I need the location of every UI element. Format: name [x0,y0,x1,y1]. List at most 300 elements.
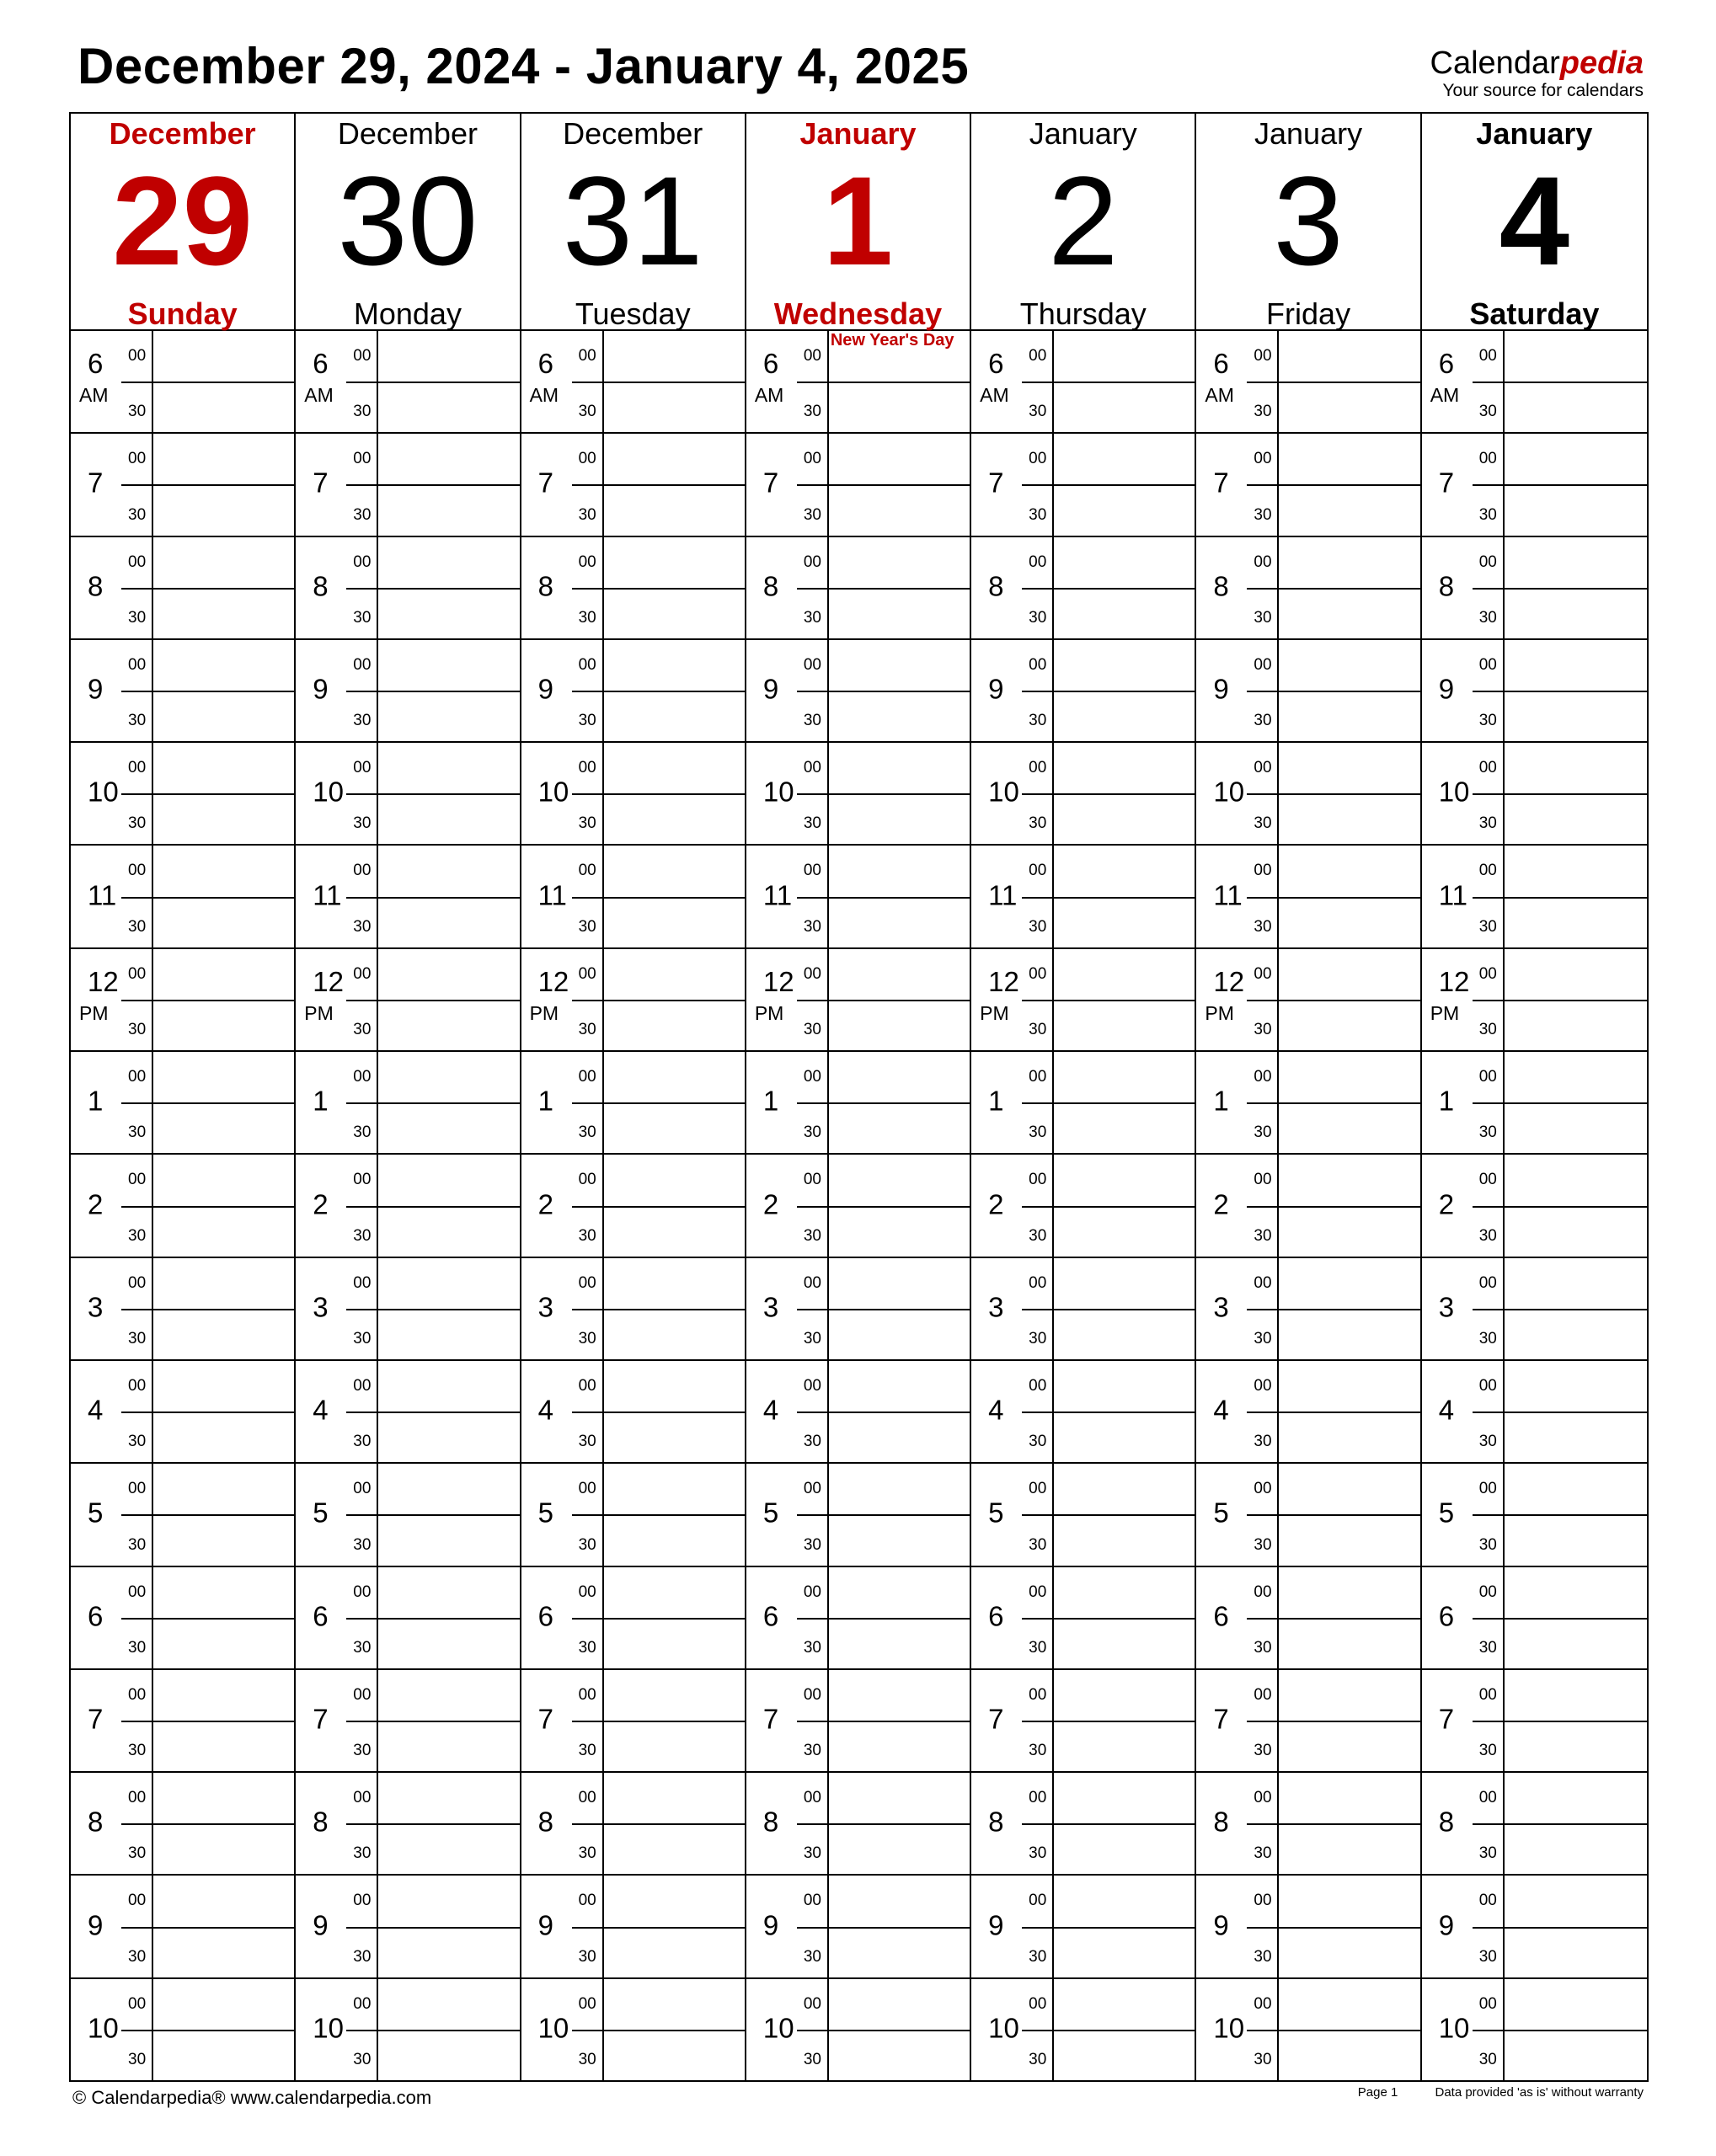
hour-slot[interactable] [521,846,745,948]
minute-label-00: 00 [353,964,372,983]
hour-slot[interactable] [296,1670,519,1773]
hour-slot[interactable] [71,1155,294,1257]
hour-slot[interactable] [971,1155,1195,1257]
minute-label-30: 30 [1254,403,1272,421]
hour-slot[interactable] [521,1464,745,1566]
hour-label: 8 [988,1806,1004,1838]
hour-slot[interactable] [521,434,745,536]
hour-label: 9 [537,673,553,705]
day-number: 3 [1273,150,1344,291]
hour-slot[interactable] [1196,640,1419,743]
hour-slot[interactable] [521,1773,745,1876]
minute-label-30: 30 [1478,1844,1497,1863]
minute-label-00: 00 [353,1582,372,1601]
hour-slot[interactable] [296,434,519,536]
hour-slot[interactable] [971,537,1195,640]
half-hour-divider [572,1823,745,1825]
hour-slot[interactable] [521,1979,745,2080]
minute-label-00: 00 [353,655,372,674]
hour-label: 10 [1438,2012,1470,2044]
minute-label-30: 30 [578,1329,596,1348]
hour-slot[interactable] [971,1052,1195,1155]
hour-slot[interactable] [746,1773,970,1876]
minute-label-00: 00 [1254,1892,1272,1910]
hour-slot[interactable] [746,1979,970,2080]
half-hour-divider [1473,691,1647,692]
hour-slot[interactable] [1422,1155,1647,1257]
minute-label-30: 30 [353,608,372,627]
day-column [296,114,521,2080]
hour-slot[interactable] [971,1670,1195,1773]
hour-slot[interactable] [746,846,970,948]
hour-label: 5 [88,1497,104,1529]
time-column-divider [602,640,604,741]
minute-label-00: 00 [128,1480,147,1498]
minute-label-30: 30 [578,1123,596,1142]
hour-slot[interactable] [71,1258,294,1361]
minute-label-00: 00 [1478,1171,1497,1189]
minute-label-30: 30 [1478,917,1497,936]
hour-slot[interactable] [296,1773,519,1876]
time-column-divider [377,331,378,432]
ampm-label: AM [79,384,109,406]
hour-slot[interactable] [1422,1567,1647,1670]
minute-label-30: 30 [803,608,821,627]
minute-label-30: 30 [578,608,596,627]
hour-slot[interactable] [746,331,970,434]
minute-label-30: 30 [353,1226,372,1245]
time-column-divider [1052,1464,1054,1565]
half-hour-divider [121,897,294,899]
minute-label-00: 00 [578,655,596,674]
time-column-divider [377,1155,378,1256]
hour-slot[interactable] [971,640,1195,743]
day-month: December [337,116,478,151]
minute-label-00: 00 [1029,1892,1047,1910]
ampm-label: PM [754,1001,784,1024]
time-column-divider [1503,1052,1505,1153]
time-column-divider [1052,949,1054,1050]
time-column-divider [602,1567,604,1668]
time-slots [746,331,970,2080]
minute-label-00: 00 [803,1273,821,1292]
time-column-divider [1052,1052,1054,1153]
half-hour-divider [797,1102,970,1104]
half-hour-divider [346,1102,519,1104]
minute-label-30: 30 [1254,1433,1272,1451]
time-column-divider [1052,331,1054,432]
hour-slot[interactable] [1422,1052,1647,1155]
hour-slot[interactable] [521,743,745,846]
minute-label-00: 00 [353,552,372,571]
time-column-divider [1052,1258,1054,1359]
minute-label-00: 00 [578,1994,596,2013]
minute-label-00: 00 [1478,964,1497,983]
half-hour-divider [572,793,745,795]
minute-label-30: 30 [1254,1226,1272,1245]
hour-slot[interactable] [1422,1464,1647,1566]
half-hour-divider [797,1309,970,1310]
hour-slot[interactable] [71,640,294,743]
time-column-divider [1277,434,1279,535]
hour-slot[interactable] [521,949,745,1052]
page-title: December 29, 2024 - January 4, 2025 [78,38,970,94]
minute-label-30: 30 [128,1638,147,1657]
brand-name [1430,45,1644,81]
half-hour-divider [1022,1721,1195,1722]
hour-label: 10 [313,776,344,808]
hour-slot[interactable] [971,743,1195,846]
hour-label: 1 [762,1085,779,1117]
half-hour-divider [572,1102,745,1104]
minute-label-30: 30 [1478,608,1497,627]
half-hour-divider [1022,2030,1195,2031]
minute-label-00: 00 [1478,655,1497,674]
minute-label-30: 30 [1029,1535,1047,1554]
half-hour-divider [121,1206,294,1208]
hour-slot[interactable] [1196,1155,1419,1257]
hour-label: 8 [88,1806,104,1838]
minute-label-00: 00 [1029,1789,1047,1807]
hour-label: 10 [88,776,119,808]
time-column-divider [602,1670,604,1771]
hour-slot[interactable] [296,1464,519,1566]
half-hour-divider [1247,2030,1419,2031]
hour-slot[interactable] [1422,331,1647,434]
ampm-label: PM [79,1001,109,1024]
hour-slot[interactable] [521,1361,745,1464]
hour-slot[interactable] [71,1773,294,1876]
hour-slot[interactable] [971,1567,1195,1670]
hour-slot[interactable] [1422,1258,1647,1361]
hour-slot[interactable] [296,1979,519,2080]
time-column-divider [827,434,829,535]
hour-label: 7 [88,1703,104,1735]
minute-label-00: 00 [128,1994,147,2013]
day-month: January [1029,116,1137,151]
hour-slot[interactable] [746,640,970,743]
time-column-divider [1277,1979,1279,2080]
hour-slot[interactable] [71,1979,294,2080]
hour-slot[interactable] [1196,1773,1419,1876]
hour-label: 9 [1438,673,1455,705]
minute-label-30: 30 [578,2051,596,2069]
hour-slot[interactable] [1422,1876,1647,1978]
hour-slot[interactable] [971,949,1195,1052]
minute-label-00: 00 [1254,450,1272,468]
hour-label: 6 [88,348,104,379]
hour-slot[interactable] [971,331,1195,434]
minute-label-30: 30 [578,505,596,524]
minute-label-00: 00 [1478,1994,1497,2013]
minute-label-30: 30 [803,1123,821,1142]
time-column-divider [1052,743,1054,844]
hour-slot[interactable] [71,331,294,434]
half-hour-divider [797,1412,970,1413]
time-column-divider [1277,1670,1279,1771]
ampm-label: AM [1430,384,1460,406]
hour-label: 6 [537,348,553,379]
hour-label: 7 [762,1703,779,1735]
half-hour-divider [346,793,519,795]
hour-label: 6 [88,1600,104,1632]
hour-slot[interactable] [1196,949,1419,1052]
hour-slot[interactable] [296,331,519,434]
time-column-divider [827,1361,829,1462]
time-column-divider [827,1876,829,1977]
time-column-divider [1052,1567,1054,1668]
minute-label-00: 00 [128,1892,147,1910]
hour-slot[interactable] [971,434,1195,536]
hour-slot[interactable] [746,1052,970,1155]
minute-label-00: 00 [1254,1171,1272,1189]
hour-slot[interactable] [71,743,294,846]
hour-label: 5 [313,1497,329,1529]
minute-label-30: 30 [1029,917,1047,936]
minute-label-00: 00 [1254,1480,1272,1498]
hour-slot[interactable] [521,331,745,434]
minute-label-30: 30 [803,1742,821,1760]
hour-slot[interactable] [71,1567,294,1670]
hour-slot[interactable] [1196,1876,1419,1978]
minute-label-00: 00 [1254,1273,1272,1292]
hour-slot[interactable] [296,537,519,640]
time-column-divider [827,1670,829,1771]
hour-slot[interactable] [71,1361,294,1464]
minute-label-30: 30 [1478,1329,1497,1348]
hour-slot[interactable] [746,434,970,536]
minute-label-00: 00 [1478,1273,1497,1292]
hour-slot[interactable] [296,640,519,743]
minute-label-30: 30 [1478,1123,1497,1142]
ampm-label: PM [1430,1001,1460,1024]
half-hour-divider [572,2030,745,2031]
hour-slot[interactable] [71,1876,294,1978]
half-hour-divider [572,1618,745,1620]
hour-slot[interactable] [296,1258,519,1361]
hour-slot[interactable] [296,949,519,1052]
minute-label-00: 00 [353,347,372,365]
half-hour-divider [1247,897,1419,899]
half-hour-divider [1022,1927,1195,1929]
minute-label-00: 00 [1029,1273,1047,1292]
hour-slot[interactable] [1196,1979,1419,2080]
minute-label-30: 30 [578,1844,596,1863]
hour-slot[interactable] [971,1361,1195,1464]
minute-label-00: 00 [128,1376,147,1395]
hour-slot[interactable] [1196,331,1419,434]
day-number: 4 [1499,150,1570,291]
minute-label-00: 00 [353,1480,372,1498]
hour-slot[interactable] [1196,846,1419,948]
hour-slot[interactable] [1422,1773,1647,1876]
hour-label: 9 [88,1908,104,1940]
hour-slot[interactable] [1422,1979,1647,2080]
hour-slot[interactable] [971,1464,1195,1566]
hour-slot[interactable] [746,537,970,640]
time-column-divider [1052,640,1054,741]
hour-slot[interactable] [521,537,745,640]
hour-slot[interactable] [971,1979,1195,2080]
minute-label-00: 00 [1478,1582,1497,1601]
minute-label-00: 00 [353,1892,372,1910]
hour-slot[interactable] [1196,1361,1419,1464]
hour-slot[interactable] [71,846,294,948]
hour-slot[interactable] [746,1258,970,1361]
hour-slot[interactable] [521,1155,745,1257]
hour-slot[interactable] [1196,1052,1419,1155]
minute-label-00: 00 [1478,1068,1497,1086]
brand-name-part2: pedia [1559,45,1644,81]
minute-label-30: 30 [1029,1947,1047,1966]
hour-slot[interactable] [1196,743,1419,846]
minute-label-00: 00 [128,1273,147,1292]
minute-label-00: 00 [1478,759,1497,777]
hour-slot[interactable] [1196,1670,1419,1773]
hour-slot[interactable] [1422,640,1647,743]
minute-label-00: 00 [1478,1685,1497,1704]
hour-label: 8 [1438,570,1455,602]
hour-slot[interactable] [971,1773,1195,1876]
minute-label-00: 00 [128,1685,147,1704]
hour-slot[interactable] [296,846,519,948]
day-month: December [563,116,703,151]
hour-slot[interactable] [71,949,294,1052]
hour-slot[interactable] [521,1876,745,1978]
hour-slot[interactable] [746,743,970,846]
hour-slot[interactable] [1422,743,1647,846]
hour-slot[interactable] [1422,434,1647,536]
half-hour-divider [121,1309,294,1310]
hour-slot[interactable] [296,1155,519,1257]
minute-label-00: 00 [1254,1685,1272,1704]
half-hour-divider [346,1927,519,1929]
minute-label-30: 30 [1254,505,1272,524]
time-column-divider [1503,331,1505,432]
hour-label: 6 [537,1600,553,1632]
hour-slot[interactable] [296,743,519,846]
hour-slot[interactable] [296,1052,519,1155]
time-column-divider [377,1052,378,1153]
half-hour-divider [1022,1823,1195,1825]
hour-slot[interactable] [971,1258,1195,1361]
hour-slot[interactable] [1196,434,1419,536]
hour-label: 10 [88,2012,119,2044]
hour-slot[interactable] [746,1361,970,1464]
hour-slot[interactable] [971,846,1195,948]
time-column-divider [1277,1155,1279,1256]
half-hour-divider [121,1102,294,1104]
hour-slot[interactable] [746,1670,970,1773]
time-column-divider [377,434,378,535]
minute-label-30: 30 [803,1535,821,1554]
time-column-divider [602,537,604,638]
ampm-label: PM [529,1001,559,1024]
hour-label: 7 [1213,467,1229,499]
hour-label: 9 [537,1908,553,1940]
hour-slot[interactable] [521,1052,745,1155]
day-month: January [1476,116,1593,151]
hour-slot[interactable] [746,1567,970,1670]
minute-label-00: 00 [578,759,596,777]
minute-label-30: 30 [1478,1021,1497,1039]
hour-slot[interactable] [296,1567,519,1670]
minute-label-00: 00 [803,1994,821,2013]
hour-slot[interactable] [521,1258,745,1361]
ampm-label: PM [304,1001,334,1024]
hour-slot[interactable] [1196,537,1419,640]
hour-slot[interactable] [296,1361,519,1464]
half-hour-divider [1247,1309,1419,1310]
hour-slot[interactable] [971,1876,1195,1978]
hour-slot[interactable] [1196,1567,1419,1670]
minute-label-30: 30 [578,917,596,936]
hour-slot[interactable] [71,1670,294,1773]
time-column-divider [152,640,153,741]
half-hour-divider [1473,382,1647,383]
minute-label-30: 30 [578,1742,596,1760]
half-hour-divider [346,1618,519,1620]
hour-slot[interactable] [71,1052,294,1155]
hour-slot[interactable] [1422,949,1647,1052]
time-column-divider [602,1155,604,1256]
minute-label-00: 00 [1478,552,1497,571]
hour-label: 5 [988,1497,1004,1529]
hour-slot[interactable] [296,1876,519,1978]
minute-label-30: 30 [578,1226,596,1245]
hour-slot[interactable] [746,1464,970,1566]
minute-label-00: 00 [1254,1376,1272,1395]
hour-slot[interactable] [71,434,294,536]
hour-label: 7 [313,467,329,499]
minute-label-00: 00 [1029,347,1047,365]
minute-label-30: 30 [353,1742,372,1760]
hour-label: 9 [1213,1908,1229,1940]
time-column-divider [152,537,153,638]
hour-slot[interactable] [1422,846,1647,948]
hour-slot[interactable] [1422,537,1647,640]
hour-slot[interactable] [71,1464,294,1566]
minute-label-30: 30 [353,814,372,833]
time-column-divider [602,1361,604,1462]
hour-slot[interactable] [521,640,745,743]
hour-slot[interactable] [746,1876,970,1978]
day-column [971,114,1196,2080]
day-weekday: Wednesday [773,296,943,331]
time-column-divider [1277,1052,1279,1153]
hour-slot[interactable] [521,1567,745,1670]
time-column-divider [827,1155,829,1256]
hour-slot[interactable] [521,1670,745,1773]
time-column-divider [1503,1979,1505,2080]
half-hour-divider [121,1927,294,1929]
time-column-divider [827,949,829,1050]
hour-slot[interactable] [1422,1361,1647,1464]
hour-slot[interactable] [71,537,294,640]
holiday-label: New Year's Day [830,331,954,350]
hour-slot[interactable] [1196,1258,1419,1361]
hour-slot[interactable] [1196,1464,1419,1566]
minute-label-00: 00 [128,1171,147,1189]
half-hour-divider [346,382,519,383]
hour-slot[interactable] [1422,1670,1647,1773]
hour-slot[interactable] [746,1155,970,1257]
half-hour-divider [1247,1102,1419,1104]
hour-slot[interactable] [746,949,970,1052]
time-column-divider [1503,1567,1505,1668]
half-hour-divider [1473,1206,1647,1208]
minute-label-00: 00 [1029,1994,1047,2013]
